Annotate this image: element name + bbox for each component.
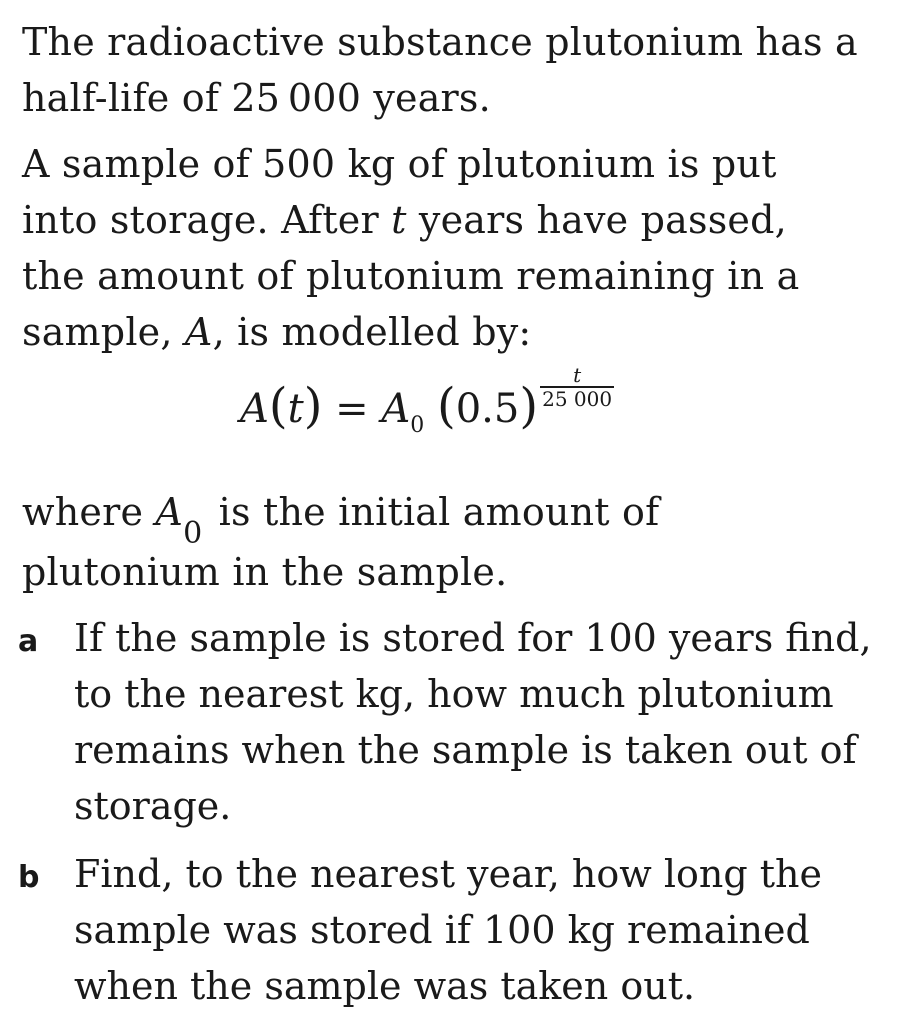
- formula-paren: (: [268, 378, 288, 434]
- formula-coefficient-subscript: 0: [410, 413, 425, 438]
- intro-line-2: half-life of 25 000 years.: [22, 76, 491, 120]
- question-a-line-1: If the sample is stored for 100 years find,: [74, 616, 872, 660]
- question-b-line-3: when the sample was taken out.: [74, 964, 696, 1008]
- formula-paren: ): [519, 378, 539, 434]
- formula-function: A: [240, 386, 269, 432]
- intro-line-1: The radioactive substance plutonium has a: [22, 20, 858, 64]
- description-line-4: [22, 304, 799, 360]
- intro-paragraph: [22, 14, 858, 126]
- question-a-line-4: storage.: [74, 784, 232, 828]
- question-b-line-1: Find, to the nearest year, how long the: [74, 852, 822, 896]
- question-a-marker: a: [18, 624, 39, 659]
- description-text: sample,: [22, 310, 185, 354]
- description-paragraph: [22, 136, 799, 360]
- formula-equals: =: [322, 386, 382, 432]
- where-line-1: [22, 484, 660, 551]
- exponent-numerator: t: [573, 363, 582, 387]
- formula-coefficient: A: [381, 386, 411, 432]
- variable-A: A: [184, 310, 213, 354]
- question-b-marker: b: [18, 860, 40, 895]
- where-paragraph: [22, 484, 659, 600]
- variable-A0-subscript: 0: [183, 516, 203, 551]
- formula-exponent: [540, 364, 614, 410]
- question-a-line-2: to the nearest kg, how much plutonium: [74, 672, 834, 716]
- question-a-body: [74, 610, 872, 834]
- question-b-line-2: sample was stored if 100 kg remained: [74, 908, 810, 952]
- formula-variable: t: [287, 386, 304, 432]
- description-text: into storage. After: [22, 198, 392, 242]
- decay-formula: [240, 363, 614, 458]
- description-text: , is modelled by:: [212, 310, 532, 354]
- description-line-1: A sample of 500 kg of plutonium is put: [22, 142, 777, 186]
- question-b-body: [74, 846, 822, 1014]
- where-line-2: plutonium in the sample.: [22, 550, 508, 594]
- description-text: years have passed,: [406, 198, 787, 242]
- description-line-2: [22, 192, 799, 248]
- variable-A0: A: [155, 490, 184, 534]
- description-line-3: the amount of plutonium remaining in a: [22, 254, 800, 298]
- formula-paren: (: [437, 378, 456, 434]
- where-text: is the initial amount of: [206, 490, 660, 534]
- variable-t: t: [391, 198, 407, 242]
- where-text: where: [22, 490, 156, 534]
- formula-base: 0.5: [455, 386, 520, 432]
- formula-paren: ): [303, 378, 323, 434]
- question-a-line-3: remains when the sample is taken out of: [74, 728, 857, 772]
- exponent-denominator: 25 000: [542, 387, 613, 411]
